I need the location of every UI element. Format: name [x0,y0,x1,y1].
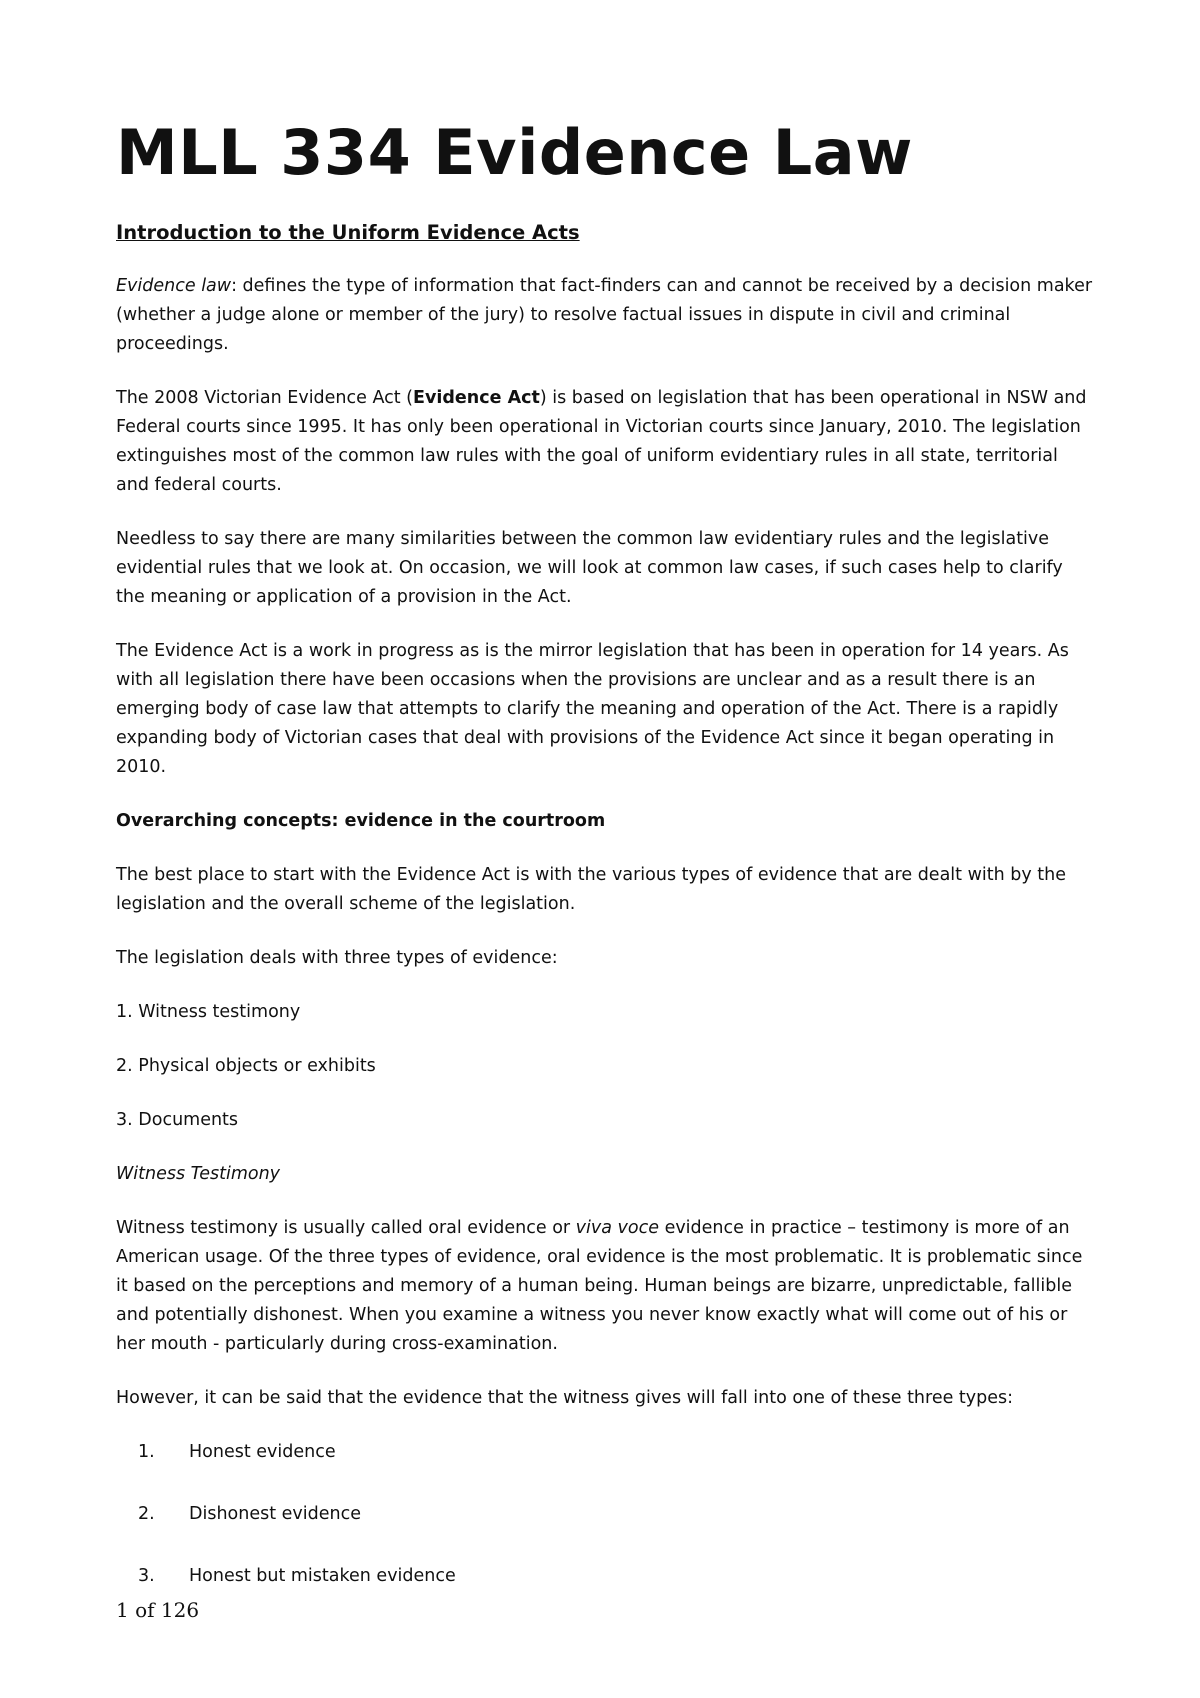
witness-testimony-heading: Witness Testimony [116,1164,281,1184]
evidence-act-term: Evidence Act [413,388,540,408]
witness-intro: Witness testimony is usually called oral evidence or [116,1218,576,1238]
list-number: 3. [138,1566,155,1586]
paragraph-witness-testimony [116,1214,1096,1359]
document-body [116,218,1096,1624]
witness-evidence-types-list [116,1438,1096,1591]
paragraph-however: However, it can be said that the evidence that the witness gives will fall into one of these three types: [116,1388,1014,1408]
list-item [116,1438,1096,1467]
evidence-law-term: Evidence law [116,276,232,296]
section-heading: Introduction to the Uniform Evidence Acts [116,221,580,244]
paragraph-similarities: Needless to say there are many similarities between the common law evidentiary rules and the legislative evidential rules that we look at. On occasion, we will look at common law cases, if such cases help to clarify the meaning or application of a provision in the Act. [116,529,1063,607]
list-label: Honest evidence [189,1442,336,1462]
evidence-act-intro: The 2008 Victorian Evidence Act ( [116,388,414,408]
paragraph-best-place: The best place to start with the Evidence Act is with the various types of evidence that are dealt with by the legislation and the overall scheme of the legislation. [116,865,1067,914]
viva-voce-term: viva voce [575,1218,659,1238]
list-item: 2. Physical objects or exhibits [116,1056,376,1076]
paragraph-three-types: The legislation deals with three types of evidence: [116,948,558,968]
list-item [116,1500,1096,1529]
list-number: 2. [138,1504,155,1524]
list-item [116,1562,1096,1591]
paragraph-evidence-act [116,384,1096,500]
evidence-law-definition: : defines the type of information that fact-finders can and cannot be received by a decision maker (whether a judge alone or member of the jury) to resolve factual issues in dispute in civil and criminal proceedings. [116,276,1093,354]
paragraph-work-in-progress: The Evidence Act is a work in progress as is the mirror legislation that has been in operation for 14 years. As with all legislation there have been occasions when the provisions are unclear and as a result there is an emerging body of case law that attempts to clarify the meaning and operation of the Act. There is a rapidly expanding body of Victorian cases that deal with provisions of the Evidence Act since it began operating in 2010. [116,641,1069,777]
document-title: MLL 334 Evidence Law [116,116,913,189]
subheading-overarching-concepts: Overarching concepts: evidence in the courtroom [116,811,606,831]
witness-rest: evidence in practice – testimony is more of an American usage. Of the three types of evidence, oral evidence is the most problematic. It is problematic since it based on the perceptions and memory of a human being. Human beings are bizarre, unpredictable, fallible and potentially dishonest. When you examine a witness you never know exactly what will come out of his or her mouth - particularly during cross-examination. [116,1218,1083,1354]
list-number: 1. [138,1442,155,1462]
evidence-act-rest: ) is based on legislation that has been operational in NSW and Federal courts since 1995. It has only been operational in Victorian courts since January, 2010. The legislation extinguishes most of the common law rules with the goal of uniform evidentiary rules in all state, territorial and federal courts. [116,388,1087,495]
list-item: 1. Witness testimony [116,1002,301,1022]
evidence-types-list [116,998,1096,1135]
page-number: 1 of 126 [116,1598,200,1622]
list-label: Honest but mistaken evidence [189,1566,456,1586]
list-item: 3. Documents [116,1110,239,1130]
paragraph-evidence-law [116,272,1096,359]
list-label: Dishonest evidence [189,1504,361,1524]
